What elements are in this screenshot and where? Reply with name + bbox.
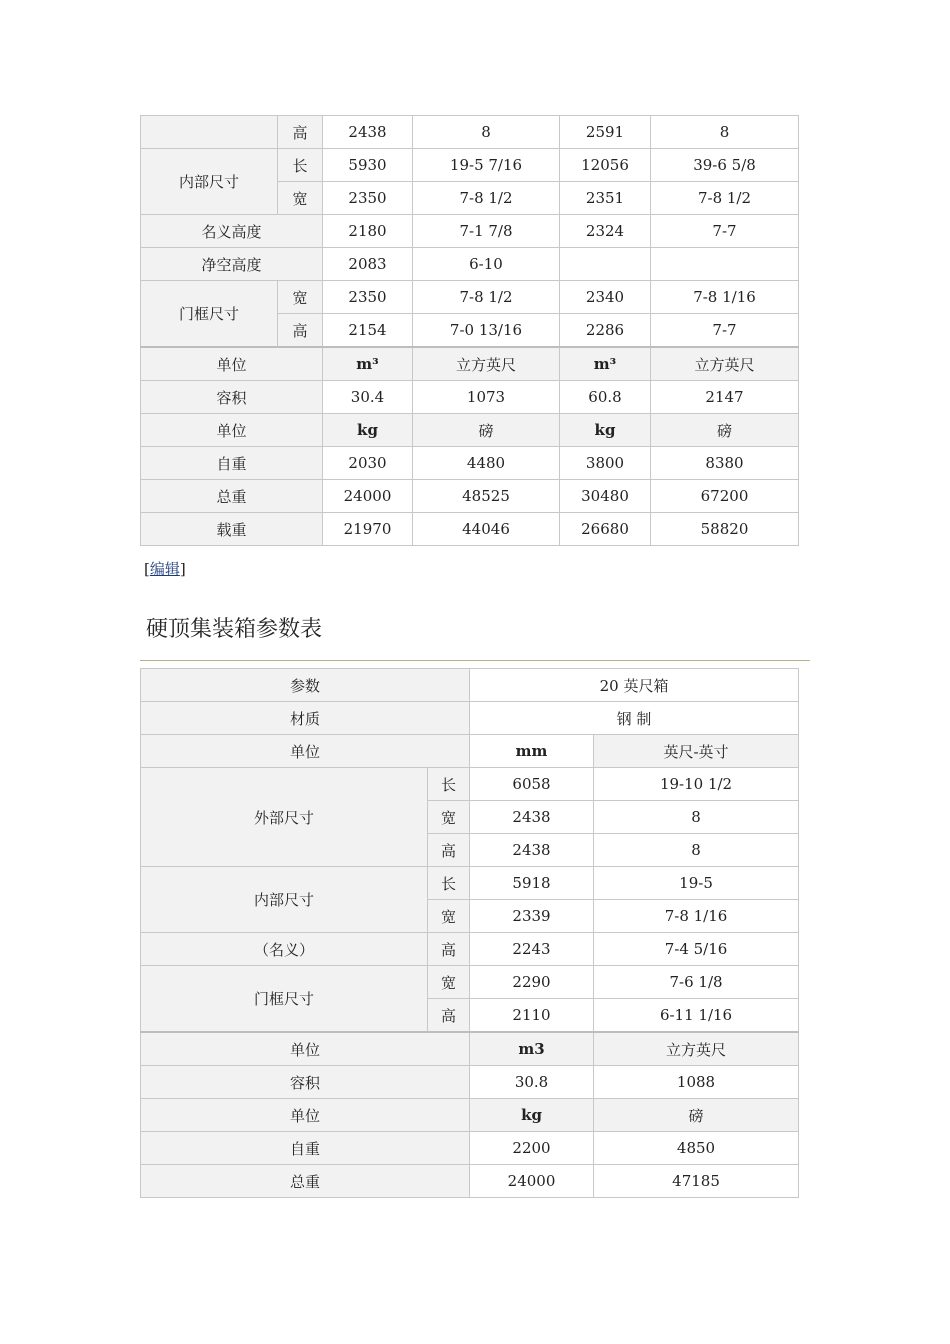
sub-label: 长 bbox=[428, 768, 470, 801]
value-cell: 48525 bbox=[413, 480, 560, 513]
sub-label: 高 bbox=[428, 999, 470, 1033]
row-label: 容积 bbox=[141, 381, 323, 414]
group-label: 门框尺寸 bbox=[141, 281, 278, 348]
row-label: 参数 bbox=[141, 669, 470, 702]
value-cell: 7-6 1/8 bbox=[594, 966, 799, 999]
value-cell: 2200 bbox=[470, 1132, 594, 1165]
value-cell: 2340 bbox=[560, 281, 651, 314]
sub-label: 宽 bbox=[428, 966, 470, 999]
value-cell: 30480 bbox=[560, 480, 651, 513]
value-cell: 7-8 1/2 bbox=[413, 182, 560, 215]
table-row bbox=[141, 248, 799, 281]
sub-label: 宽 bbox=[428, 801, 470, 834]
value-cell: 8 bbox=[594, 834, 799, 867]
value-cell: 19-5 bbox=[594, 867, 799, 900]
sub-label: 高 bbox=[428, 834, 470, 867]
value-cell: 30.8 bbox=[470, 1066, 594, 1099]
value-cell: 2438 bbox=[470, 834, 594, 867]
value-cell: 19-5 7/16 bbox=[413, 149, 560, 182]
sub-label: 高 bbox=[278, 116, 323, 149]
table-row bbox=[141, 1132, 799, 1165]
value-cell: 4850 bbox=[594, 1132, 799, 1165]
group-label: （名义） bbox=[141, 933, 428, 966]
value-cell: 2030 bbox=[323, 447, 413, 480]
value-cell: 1073 bbox=[413, 381, 560, 414]
value-cell: 12056 bbox=[560, 149, 651, 182]
table-row bbox=[141, 381, 799, 414]
value-cell bbox=[560, 248, 651, 281]
table-row bbox=[141, 867, 799, 900]
value-cell: 8380 bbox=[651, 447, 799, 480]
value-cell: 7-4 5/16 bbox=[594, 933, 799, 966]
value-cell: 21970 bbox=[323, 513, 413, 546]
value-cell: 2083 bbox=[323, 248, 413, 281]
row-label: 总重 bbox=[141, 1165, 470, 1198]
value-cell: 58820 bbox=[651, 513, 799, 546]
unit-cell: 磅 bbox=[651, 414, 799, 447]
sub-label: 长 bbox=[428, 867, 470, 900]
header-value: 20 英尺箱 bbox=[470, 669, 799, 702]
unit-cell: kg bbox=[323, 414, 413, 447]
row-label: 名义高度 bbox=[141, 215, 323, 248]
group-label: 内部尺寸 bbox=[141, 867, 428, 933]
table-row bbox=[141, 281, 799, 314]
value-cell bbox=[651, 248, 799, 281]
sub-label: 高 bbox=[428, 933, 470, 966]
value-cell: 2290 bbox=[470, 966, 594, 999]
value-cell: 47185 bbox=[594, 1165, 799, 1198]
value-cell: 8 bbox=[651, 116, 799, 149]
value-cell: 3800 bbox=[560, 447, 651, 480]
table-row bbox=[141, 1032, 799, 1066]
sub-label: 高 bbox=[278, 314, 323, 348]
value-cell: 7-8 1/2 bbox=[651, 182, 799, 215]
row-label: 材质 bbox=[141, 702, 470, 735]
container-spec-table-top bbox=[140, 115, 799, 546]
group-cell-empty bbox=[141, 116, 278, 149]
value-cell: 4480 bbox=[413, 447, 560, 480]
table-row bbox=[141, 414, 799, 447]
value-cell: 2154 bbox=[323, 314, 413, 348]
value-cell: 2438 bbox=[470, 801, 594, 834]
value-cell: 2286 bbox=[560, 314, 651, 348]
row-label: 单位 bbox=[141, 414, 323, 447]
value-cell: 44046 bbox=[413, 513, 560, 546]
row-label: 自重 bbox=[141, 447, 323, 480]
value-cell: 2351 bbox=[560, 182, 651, 215]
row-label: 总重 bbox=[141, 480, 323, 513]
row-label: 自重 bbox=[141, 1132, 470, 1165]
value-cell: 7-1 7/8 bbox=[413, 215, 560, 248]
value-cell: 7-0 13/16 bbox=[413, 314, 560, 348]
value-cell: 7-8 1/16 bbox=[594, 900, 799, 933]
value-cell: 2110 bbox=[470, 999, 594, 1033]
value-cell: 39-6 5/8 bbox=[651, 149, 799, 182]
table-row bbox=[141, 702, 799, 735]
row-label: 单位 bbox=[141, 1099, 470, 1132]
table-row bbox=[141, 513, 799, 546]
value-cell: 60.8 bbox=[560, 381, 651, 414]
row-label: 单位 bbox=[141, 1032, 470, 1066]
header-value: 钢 制 bbox=[470, 702, 799, 735]
unit-cell: mm bbox=[470, 735, 594, 768]
table-row bbox=[141, 149, 799, 182]
unit-cell: kg bbox=[560, 414, 651, 447]
group-label: 门框尺寸 bbox=[141, 966, 428, 1033]
value-cell: 6-10 bbox=[413, 248, 560, 281]
unit-cell: 立方英尺 bbox=[651, 347, 799, 381]
value-cell: 7-7 bbox=[651, 314, 799, 348]
unit-cell: 英尺-英寸 bbox=[594, 735, 799, 768]
value-cell: 8 bbox=[413, 116, 560, 149]
row-label: 单位 bbox=[141, 347, 323, 381]
row-label: 载重 bbox=[141, 513, 323, 546]
group-label: 外部尺寸 bbox=[141, 768, 428, 867]
value-cell: 24000 bbox=[470, 1165, 594, 1198]
sub-label: 宽 bbox=[278, 182, 323, 215]
edit-link-wrapper: [编辑] bbox=[144, 560, 186, 578]
table-row bbox=[141, 116, 799, 149]
unit-cell: m3 bbox=[470, 1032, 594, 1066]
table-row bbox=[141, 1165, 799, 1198]
value-cell: 19-10 1/2 bbox=[594, 768, 799, 801]
table-row bbox=[141, 1066, 799, 1099]
table-row bbox=[141, 966, 799, 999]
unit-cell: 立方英尺 bbox=[594, 1032, 799, 1066]
sub-label: 宽 bbox=[428, 900, 470, 933]
value-cell: 30.4 bbox=[323, 381, 413, 414]
table-row bbox=[141, 215, 799, 248]
value-cell: 6-11 1/16 bbox=[594, 999, 799, 1033]
heading-divider bbox=[140, 660, 810, 661]
edit-link[interactable]: 编辑 bbox=[149, 560, 180, 578]
table-row bbox=[141, 480, 799, 513]
table-row bbox=[141, 669, 799, 702]
unit-cell: 磅 bbox=[413, 414, 560, 447]
value-cell: 2147 bbox=[651, 381, 799, 414]
value-cell: 7-8 1/2 bbox=[413, 281, 560, 314]
table-row bbox=[141, 447, 799, 480]
value-cell: 2324 bbox=[560, 215, 651, 248]
sub-label: 长 bbox=[278, 149, 323, 182]
unit-cell: kg bbox=[470, 1099, 594, 1132]
row-label: 容积 bbox=[141, 1066, 470, 1099]
table-row bbox=[141, 735, 799, 768]
value-cell: 6058 bbox=[470, 768, 594, 801]
value-cell: 2339 bbox=[470, 900, 594, 933]
value-cell: 7-7 bbox=[651, 215, 799, 248]
value-cell: 8 bbox=[594, 801, 799, 834]
group-label: 内部尺寸 bbox=[141, 149, 278, 215]
value-cell: 2350 bbox=[323, 281, 413, 314]
value-cell: 67200 bbox=[651, 480, 799, 513]
value-cell: 5930 bbox=[323, 149, 413, 182]
table-row bbox=[141, 933, 799, 966]
value-cell: 1088 bbox=[594, 1066, 799, 1099]
value-cell: 2438 bbox=[323, 116, 413, 149]
value-cell: 2243 bbox=[470, 933, 594, 966]
row-label: 净空高度 bbox=[141, 248, 323, 281]
unit-cell: 磅 bbox=[594, 1099, 799, 1132]
unit-cell: m³ bbox=[323, 347, 413, 381]
unit-cell: 立方英尺 bbox=[413, 347, 560, 381]
section-heading: 硬顶集装箱参数表 bbox=[146, 617, 323, 642]
value-cell: 2180 bbox=[323, 215, 413, 248]
row-label: 单位 bbox=[141, 735, 470, 768]
value-cell: 7-8 1/16 bbox=[651, 281, 799, 314]
unit-cell: m³ bbox=[560, 347, 651, 381]
value-cell: 2591 bbox=[560, 116, 651, 149]
sub-label: 宽 bbox=[278, 281, 323, 314]
value-cell: 2350 bbox=[323, 182, 413, 215]
value-cell: 26680 bbox=[560, 513, 651, 546]
table-row bbox=[141, 1099, 799, 1132]
value-cell: 24000 bbox=[323, 480, 413, 513]
value-cell: 5918 bbox=[470, 867, 594, 900]
table-row bbox=[141, 768, 799, 801]
table-row bbox=[141, 347, 799, 381]
hardtop-container-spec-table bbox=[140, 668, 799, 1198]
